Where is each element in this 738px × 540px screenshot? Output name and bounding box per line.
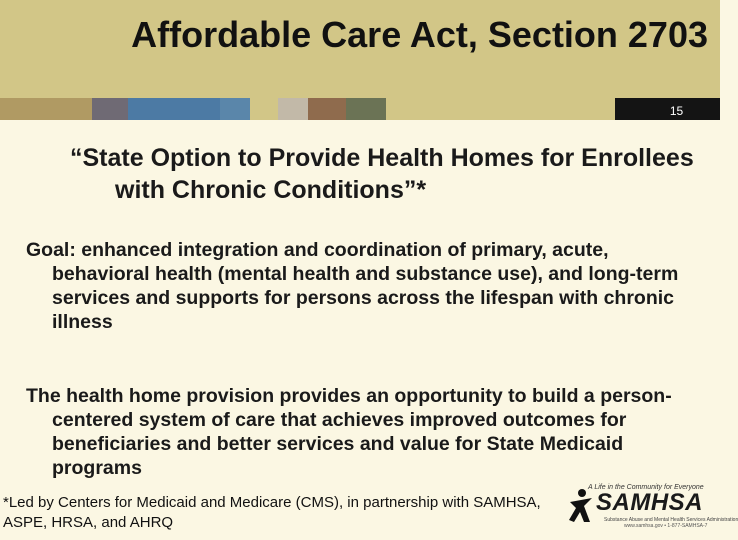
strip-segment (278, 98, 308, 120)
strip-segment (128, 98, 220, 120)
strip-segment (92, 98, 128, 120)
slide-header (0, 0, 720, 98)
strip-segment (0, 98, 92, 120)
slide-title: Affordable Care Act, Section 2703 (131, 14, 708, 55)
person-figure-icon (566, 486, 596, 526)
strip-segment (250, 98, 278, 120)
strip-segment (308, 98, 346, 120)
logo-agency: Substance Abuse and Mental Health Services Administration (604, 517, 738, 523)
color-strip (0, 98, 615, 120)
strip-segment (220, 98, 250, 120)
provision-paragraph: The health home provision provides an opportunity to build a person-centered system of care that achieves improved outcomes for beneficiaries and better services and value for State Medicaid programs (26, 385, 672, 479)
strip-segment (386, 98, 615, 120)
logo-url: www.samhsa.gov • 1-877-SAMHSA-7 (624, 523, 708, 529)
logo-name: SAMHSA (596, 489, 704, 516)
logo-tagline: A Life in the Community for Everyone (588, 484, 704, 491)
page-number: 15 (615, 98, 720, 120)
goal-paragraph: Goal: enhanced integration and coordination of primary, acute, behavioral health (mental health and substance use), and long-term services and supports for persons across the lifespan with chronic illness (26, 239, 679, 333)
slide-subtitle: “State Option to Provide Health Homes for Enrollees with Chronic Conditions”* (70, 144, 694, 204)
strip-segment (346, 98, 386, 120)
samhsa-logo (564, 484, 738, 530)
footnote: *Led by Centers for Medicaid and Medicare (CMS), in partnership with SAMHSA, ASPE, HRSA, and AHRQ (3, 494, 541, 531)
